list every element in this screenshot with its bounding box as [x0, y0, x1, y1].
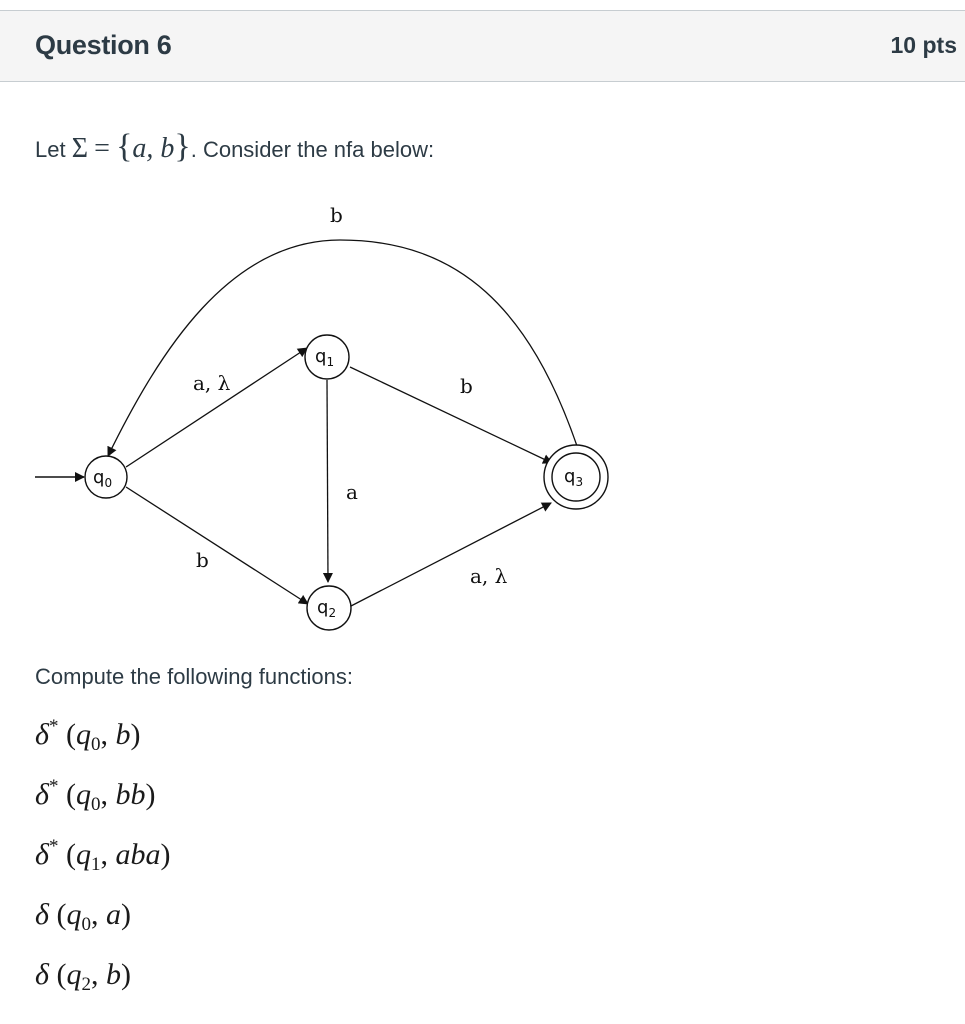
state-q1-label: q — [315, 346, 327, 367]
compute-prompt: Compute the following functions: — [35, 664, 353, 689]
function-symbol: δ — [35, 838, 49, 871]
function-state: q — [75, 778, 91, 811]
state-q2-label: q — [317, 597, 329, 618]
set-close-brace: } — [174, 128, 191, 165]
label-q3-q0: b — [330, 203, 343, 227]
question-header — [0, 10, 965, 82]
set-open-brace: { — [116, 128, 133, 165]
state-q2 — [307, 586, 351, 630]
question-points: 10 pts — [890, 32, 957, 58]
label-q0-q2: b — [196, 548, 209, 572]
alphabet-set: a, b — [132, 133, 175, 164]
function-symbol: δ — [35, 718, 49, 751]
function-state: q — [66, 898, 82, 931]
function-input: b — [115, 718, 131, 751]
sigma-symbol: Σ — [71, 133, 89, 164]
label-q0-q1: a, λ — [193, 371, 231, 395]
function-symbol: δ — [35, 778, 49, 811]
function-item: δ* ($q_1$, aba) — [35, 836, 171, 875]
state-q3-label: q — [564, 466, 576, 487]
function-star: * — [48, 716, 59, 737]
nfa-diagram — [0, 190, 965, 640]
function-item: δ ($q_0$, a) — [35, 898, 131, 935]
function-input: bb — [115, 778, 146, 811]
function-input: aba — [115, 838, 161, 871]
intro-prefix: Let — [35, 137, 66, 162]
function-item: δ* ($q_0$, bb) — [35, 776, 156, 815]
function-state: q — [75, 838, 91, 871]
function-state: q — [66, 958, 82, 991]
label-q1-q3: b — [460, 374, 473, 398]
equals-sign: = — [94, 133, 110, 164]
function-state-sub: 0 — [81, 914, 91, 935]
function-state-sub: 2 — [81, 974, 91, 995]
label-q1-q2: a — [346, 480, 358, 504]
function-input: a — [105, 898, 121, 931]
state-q2-sub: 2 — [328, 606, 337, 620]
state-q0-sub: 0 — [104, 476, 113, 490]
function-star: * — [48, 776, 59, 797]
state-q1-sub: 1 — [326, 355, 335, 369]
state-q3-sub: 3 — [575, 475, 584, 489]
state-q3-accepting — [544, 445, 608, 509]
function-input: b — [105, 958, 121, 991]
function-state-sub: 1 — [90, 854, 101, 875]
state-q0 — [85, 456, 127, 498]
function-symbol: δ — [35, 898, 49, 931]
question-title: Question 6 — [35, 30, 172, 60]
state-q1 — [305, 335, 349, 379]
edge-q0-q2 — [126, 487, 308, 604]
function-symbol: δ — [35, 958, 49, 991]
edge-q1-q2 — [327, 380, 328, 582]
function-star: * — [48, 836, 59, 857]
intro-suffix: . Consider the nfa below: — [190, 137, 435, 162]
label-q2-q3: a, λ — [470, 564, 508, 588]
edge-q0-q1 — [126, 348, 307, 467]
function-item: δ* ($q_0$, b) — [35, 716, 141, 755]
edge-q1-q3 — [350, 367, 552, 463]
function-state-sub: 0 — [90, 734, 101, 755]
function-state: q — [75, 718, 91, 751]
function-item: δ ($q_2$, b) — [35, 958, 131, 995]
state-q0-label: q — [93, 467, 105, 488]
edge-q2-q3 — [351, 503, 551, 606]
question-intro — [35, 128, 434, 166]
function-state-sub: 0 — [90, 794, 101, 815]
